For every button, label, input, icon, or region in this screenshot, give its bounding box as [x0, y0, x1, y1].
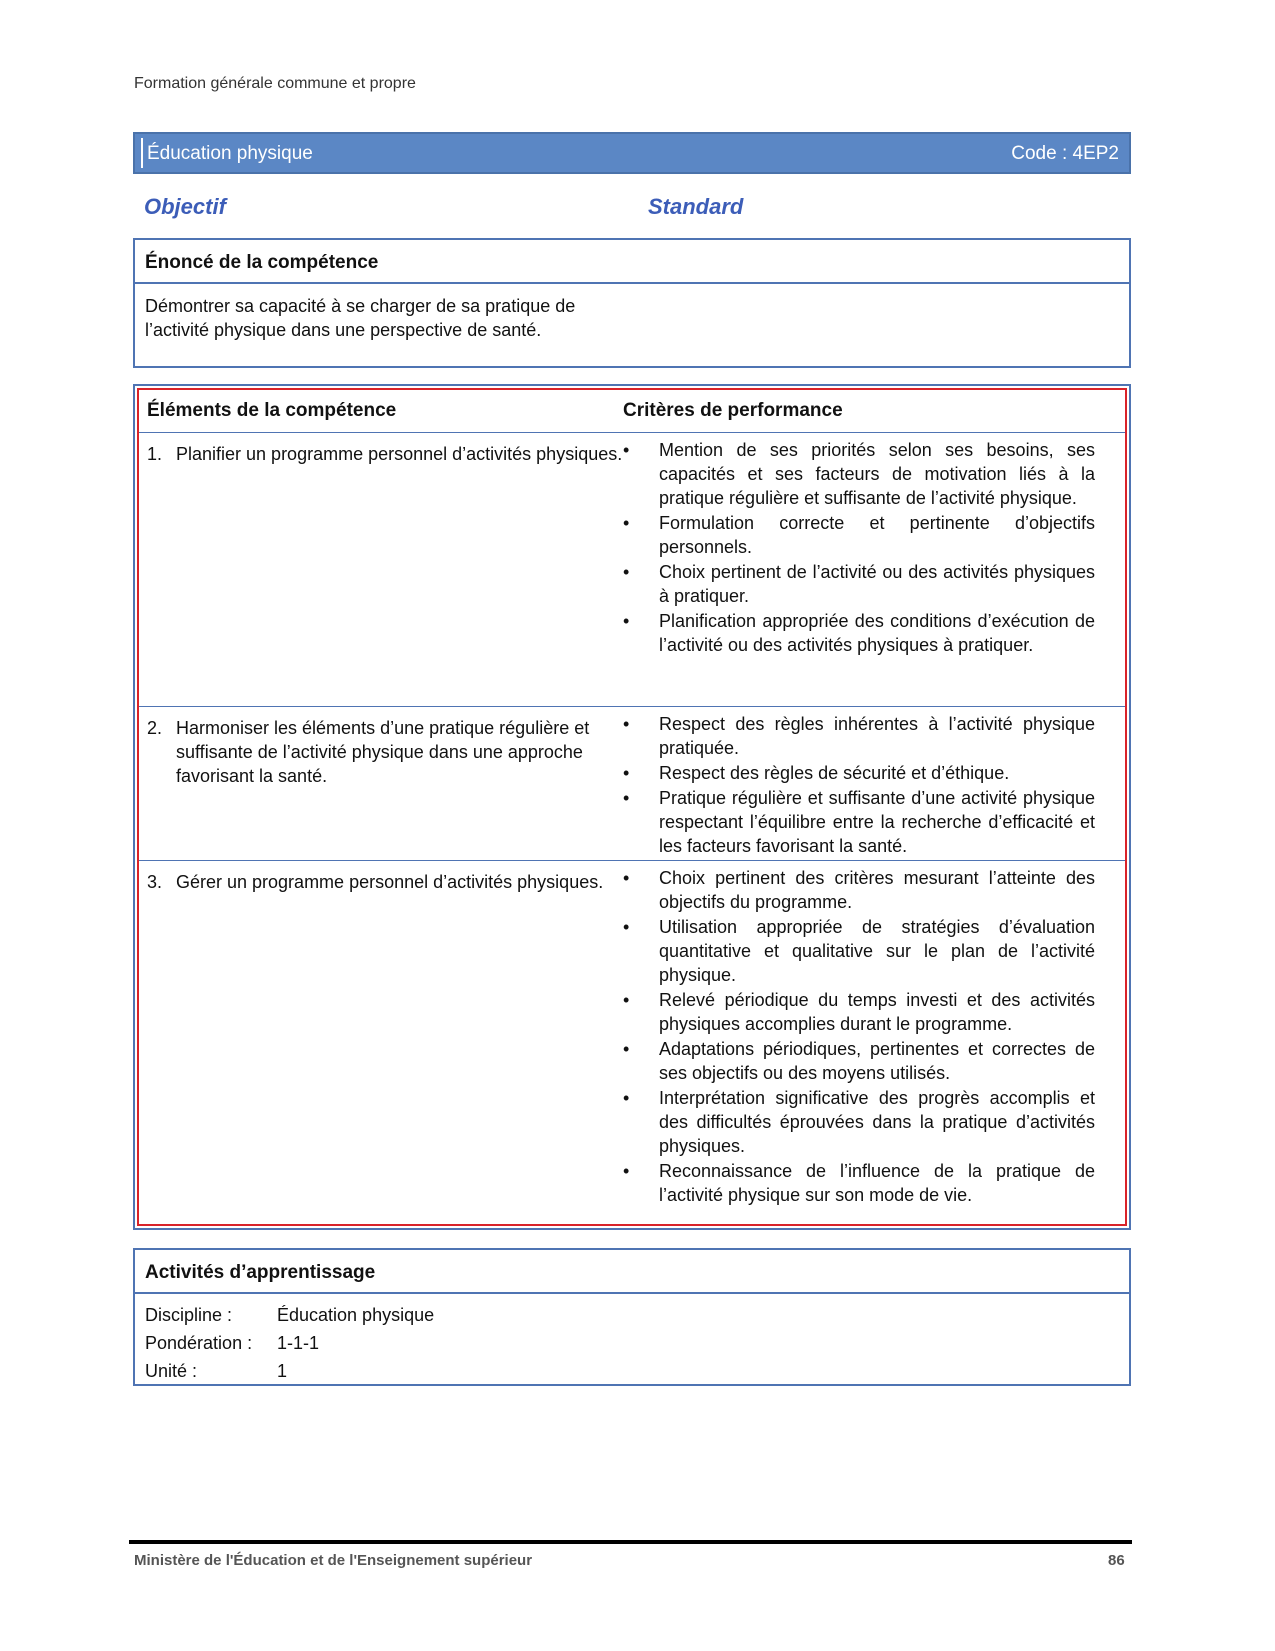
elements-box: [133, 384, 1131, 1230]
enonce-text: Démontrer sa capacité à se charger de sa pratique de l’activité physique dans une perspective de santé.: [145, 296, 576, 340]
criterion-item: [623, 609, 1095, 657]
criteria-list-3: [623, 866, 1095, 1208]
criterion-text: Pratique régulière et suffisante d’une activité physique respectant l’équilibre entre la recherche d’efficacité et les facteurs favorisant la santé.: [659, 788, 1095, 856]
criterion-text: Relevé périodique du temps investi et des activités physiques accomplies durant le programme.: [659, 990, 1095, 1034]
discipline-label: Discipline :: [145, 1305, 233, 1325]
criterion-item: [623, 866, 1095, 914]
discipline-value: Éducation physique: [277, 1305, 435, 1325]
ponderation-row: [145, 1333, 319, 1354]
criterion-item: [623, 712, 1095, 760]
activites-title: Activités d’apprentissage: [145, 1262, 376, 1283]
elements-grid: [137, 388, 1127, 1226]
criterion-text: Choix pertinent des critères mesurant l’atteinte des objectifs du programme.: [659, 868, 1095, 912]
bullet: •: [623, 1161, 630, 1181]
elements-header: Éléments de la compétence: [147, 400, 397, 421]
footer-rule: [129, 1540, 1132, 1544]
criteria-list-1: [623, 438, 1095, 658]
criterion-item: [623, 1086, 1095, 1158]
activites-box: [133, 1248, 1131, 1386]
criterion-text: Formulation correcte et pertinente d’objectifs personnels.: [659, 513, 1095, 557]
criterion-item: [623, 1159, 1095, 1207]
course-title-bar: [133, 132, 1131, 174]
criterion-item: [623, 761, 1095, 785]
course-title: Éducation physique: [147, 143, 313, 164]
criterion-text: Respect des règles de sécurité et d’éthique.: [659, 763, 1010, 783]
footer-ministry: Ministère de l'Éducation et de l'Enseignement supérieur: [134, 1552, 533, 1569]
criterion-text: Planification appropriée des conditions d’exécution de l’activité ou des activités physiques à pratiquer.: [659, 611, 1095, 655]
unite-row: [145, 1361, 287, 1382]
criterion-text: Reconnaissance de l’influence de la pratique de l’activité physique sur son mode de vie.: [659, 1161, 1095, 1205]
element-text: Planifier un programme personnel d’activités physiques.: [176, 444, 623, 464]
enonce-header: [135, 240, 1129, 284]
bullet: •: [623, 763, 630, 783]
criterion-text: Interprétation significative des progrès accomplis et des difficultés éprouvées dans la pratique d’activités physiques.: [659, 1088, 1095, 1156]
course-code: Code : 4EP2: [1011, 143, 1119, 164]
criterion-text: Choix pertinent de l’activité ou des activités physiques à pratiquer.: [659, 562, 1095, 606]
running-header: Formation générale commune et propre: [134, 75, 416, 92]
row-divider: [139, 860, 1125, 861]
criterion-item: [623, 988, 1095, 1036]
bullet: •: [623, 1039, 630, 1059]
title-bar-rule: [141, 138, 143, 168]
bullet: •: [623, 714, 630, 734]
bullet: •: [623, 611, 630, 631]
bullet: •: [623, 868, 630, 888]
activites-header: [135, 1250, 1129, 1294]
standard-label: Standard: [648, 194, 744, 219]
criterion-text: Utilisation appropriée de stratégies d’évaluation quantitative et qualitative sur le plan de l’activité physique.: [659, 917, 1095, 985]
element-number: 1.: [147, 444, 163, 464]
criterion-text: Mention de ses priorités selon ses besoins, ses capacités et ses facteurs de motivation liés à la pratique régulière et suffisante de l’activité physique.: [659, 440, 1095, 508]
enonce-box: [133, 238, 1131, 368]
element-text: Harmoniser les éléments d’une pratique régulière et suffisante de l’activité physique dans une approche favorisant la santé.: [176, 718, 590, 786]
objective-standard-row: [144, 194, 1124, 220]
unite-value: 1: [277, 1361, 288, 1381]
element-text: Gérer un programme personnel d’activités physiques.: [176, 872, 604, 892]
element-number: 3.: [147, 872, 163, 892]
header-divider: [139, 432, 1125, 433]
criteres-header: Critères de performance: [623, 400, 843, 421]
page-number: 86: [1108, 1552, 1125, 1569]
bullet: •: [623, 1088, 630, 1108]
objectif-label: Objectif: [144, 194, 226, 219]
ponderation-value: 1-1-1: [277, 1333, 320, 1353]
criterion-item: [623, 915, 1095, 987]
criterion-item: [623, 438, 1095, 510]
criterion-item: [623, 786, 1095, 858]
bullet: •: [623, 917, 630, 937]
criterion-item: [623, 511, 1095, 559]
bullet: •: [623, 513, 630, 533]
criteria-list-2: [623, 712, 1095, 859]
ponderation-label: Pondération :: [145, 1333, 253, 1353]
bullet: •: [623, 562, 630, 582]
discipline-row: [145, 1305, 434, 1326]
bullet: •: [623, 440, 630, 460]
row-divider: [139, 706, 1125, 707]
criterion-text: Adaptations périodiques, pertinentes et correctes de ses objectifs ou des moyens utilisés.: [659, 1039, 1095, 1083]
bullet: •: [623, 990, 630, 1010]
bullet: •: [623, 788, 630, 808]
criterion-item: [623, 1037, 1095, 1085]
enonce-title: Énoncé de la compétence: [145, 252, 379, 273]
element-number: 2.: [147, 718, 163, 738]
unite-label: Unité :: [145, 1361, 198, 1381]
criterion-text: Respect des règles inhérentes à l’activité physique pratiquée.: [659, 714, 1095, 758]
criterion-item: [623, 560, 1095, 608]
